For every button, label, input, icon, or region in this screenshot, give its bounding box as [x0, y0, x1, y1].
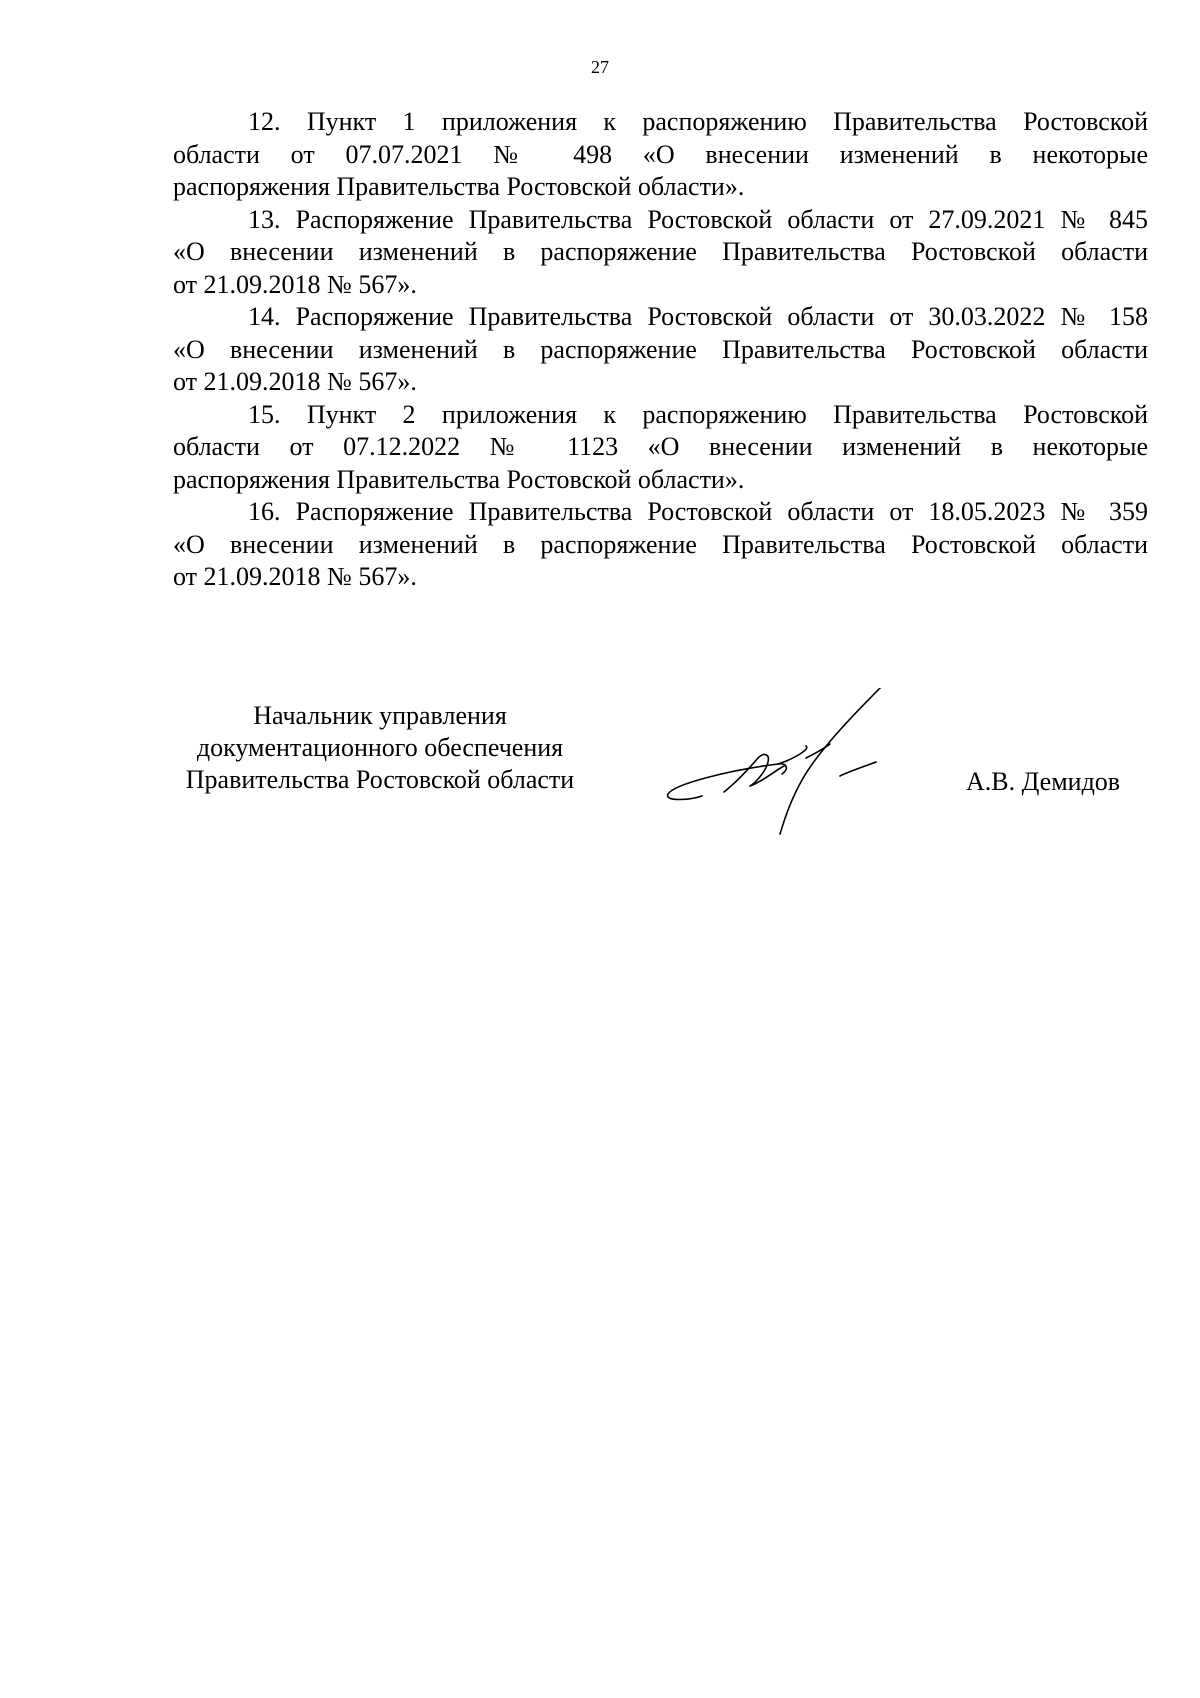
list-item-15 — [173, 399, 1148, 497]
list-item-line: 15. Пункт 2 приложения к распоряжению Правительства Ростовской — [248, 399, 1148, 429]
signer-position-line: документационного обеспечения — [196, 733, 564, 762]
page-number: 27 — [591, 57, 609, 77]
list-item-line: распоряжения Правительства Ростовской области». — [173, 464, 745, 494]
list-item-line: «О внесении изменений в распоряжение Правительства Ростовской области — [173, 334, 1148, 364]
list-item-line: от 21.09.2018 № 567». — [173, 562, 417, 591]
signer-name: А.В. Демидов — [966, 767, 1121, 796]
list-item-line: 12. Пункт 1 приложения к распоряжению Правительства Ростовской — [248, 107, 1148, 136]
signer-position-line: Правительства Ростовской области — [185, 765, 575, 794]
list-item-line: от 21.09.2018 № 567». — [173, 367, 417, 396]
list-item-line: 14. Распоряжение Правительства Ростовской области от 30.03.2022 № 158 — [248, 302, 1148, 331]
list-item-12 — [173, 106, 1148, 204]
signer-position-line: Начальник управления — [253, 701, 507, 730]
handwritten-signature — [650, 688, 910, 848]
signer-position — [150, 700, 610, 796]
list-item-16 — [173, 496, 1148, 594]
list-item-13 — [173, 204, 1148, 302]
body-text — [173, 106, 1148, 594]
list-item-line: области от 07.07.2021 № 498 «О внесении изменений в некоторые — [173, 139, 1148, 169]
list-item-line: области от 07.12.2022 № 1123 «О внесении изменений в некоторые — [173, 432, 1148, 461]
list-item-line: «О внесении изменений в распоряжение Правительства Ростовской области — [173, 529, 1148, 559]
list-item-line: «О внесении изменений в распоряжение Правительства Ростовской области — [173, 237, 1148, 266]
list-item-line: 13. Распоряжение Правительства Ростовской области от 27.09.2021 № 845 — [248, 204, 1148, 234]
list-item-line: 16. Распоряжение Правительства Ростовской области от 18.05.2023 № 359 — [248, 497, 1148, 526]
list-item-line: от 21.09.2018 № 567». — [173, 269, 417, 299]
list-item-14 — [173, 301, 1148, 399]
list-item-line: распоряжения Правительства Ростовской области». — [173, 172, 745, 201]
